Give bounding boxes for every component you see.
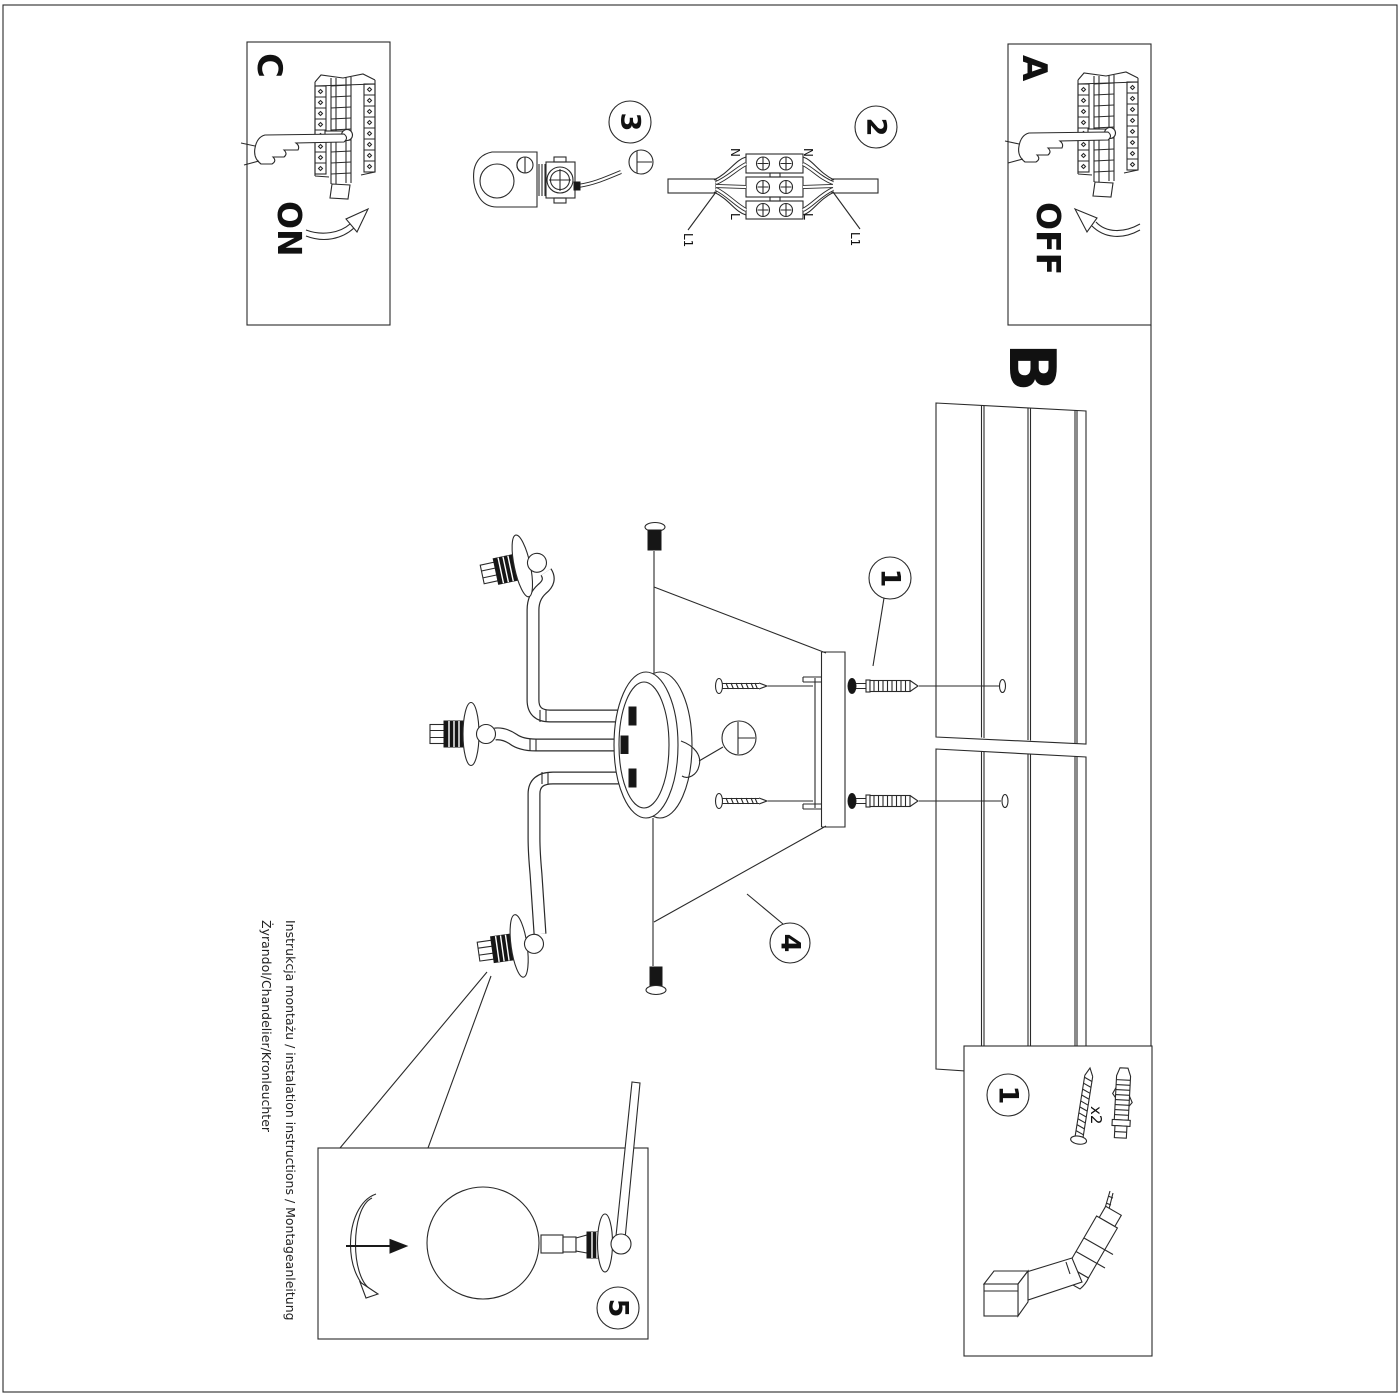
wire-n-right: N <box>801 148 815 157</box>
footer-line-2: Żyrandol/Chandelier/Kronleuchter <box>259 920 274 1133</box>
wire-l1-left: L1 <box>681 233 695 248</box>
step-2-wiring <box>668 106 897 247</box>
wire-n-left: N <box>728 148 742 157</box>
ground-screw-icon <box>629 150 653 174</box>
off-label: OFF <box>1029 202 1068 276</box>
supply-cable-left <box>668 157 746 215</box>
supply-cable-right <box>803 157 878 215</box>
chandelier-assembly <box>430 523 845 995</box>
detail-leaders <box>340 972 491 1148</box>
wood-screw-icon <box>716 794 768 809</box>
arm-pin <box>621 736 628 754</box>
step-5-number: 5 <box>602 1298 634 1318</box>
arm-pin <box>629 769 636 787</box>
drill-hole <box>1002 795 1008 808</box>
on-label: ON <box>270 201 309 257</box>
parts-step-1-number: 1 <box>992 1085 1024 1105</box>
section-a-label: A <box>1014 55 1054 82</box>
ground-wire <box>574 172 621 190</box>
wall-anchor-icon <box>848 679 918 694</box>
step-1-leader <box>873 598 884 666</box>
section-c-switch-on <box>241 42 390 325</box>
arm-pin <box>629 707 636 725</box>
terminal-block <box>746 154 803 219</box>
wire-l-left: L <box>728 213 742 220</box>
step-3-number: 3 <box>614 112 646 132</box>
ceiling-hook-icon <box>474 152 575 207</box>
step-3-detail <box>474 101 653 207</box>
wood-screw-icon <box>716 679 768 694</box>
footer-text <box>259 920 298 1321</box>
step-4-leader <box>747 894 783 924</box>
leader-l1-right <box>833 192 860 229</box>
section-c-label: C <box>249 53 289 78</box>
section-b-mounting <box>848 325 1151 1079</box>
globe-shade <box>427 1187 539 1299</box>
wall-anchor-icon <box>848 794 918 809</box>
lamp-arms <box>495 572 632 934</box>
arrow-up-right-icon <box>306 209 368 239</box>
lamp-socket-icon <box>430 703 496 766</box>
ceiling-boards <box>936 403 1086 1079</box>
arrow-up-left-icon <box>1075 209 1140 236</box>
quantity-label: x2 <box>1087 1106 1105 1125</box>
step-5-detail <box>318 972 648 1339</box>
section-a-switch-off <box>1005 44 1151 325</box>
footer-line-1: Instrukcja montażu / instalation instructions / Montageanleitung <box>283 920 298 1321</box>
parts-box <box>964 1046 1152 1356</box>
wire-l1-right: L1 <box>848 232 862 247</box>
step-2-number: 2 <box>860 117 892 137</box>
canopy <box>614 672 700 818</box>
section-b-label: B <box>994 343 1068 392</box>
wire-l-right: L <box>801 213 815 220</box>
leader-l1-left <box>688 192 716 230</box>
step-1-number: 1 <box>874 568 906 588</box>
pointing-hand-icon <box>1005 132 1111 163</box>
section-a-frame <box>1008 44 1151 325</box>
drill-hole <box>1000 680 1006 693</box>
ground-screw-icon <box>699 721 756 761</box>
step-4-number: 4 <box>774 933 806 953</box>
